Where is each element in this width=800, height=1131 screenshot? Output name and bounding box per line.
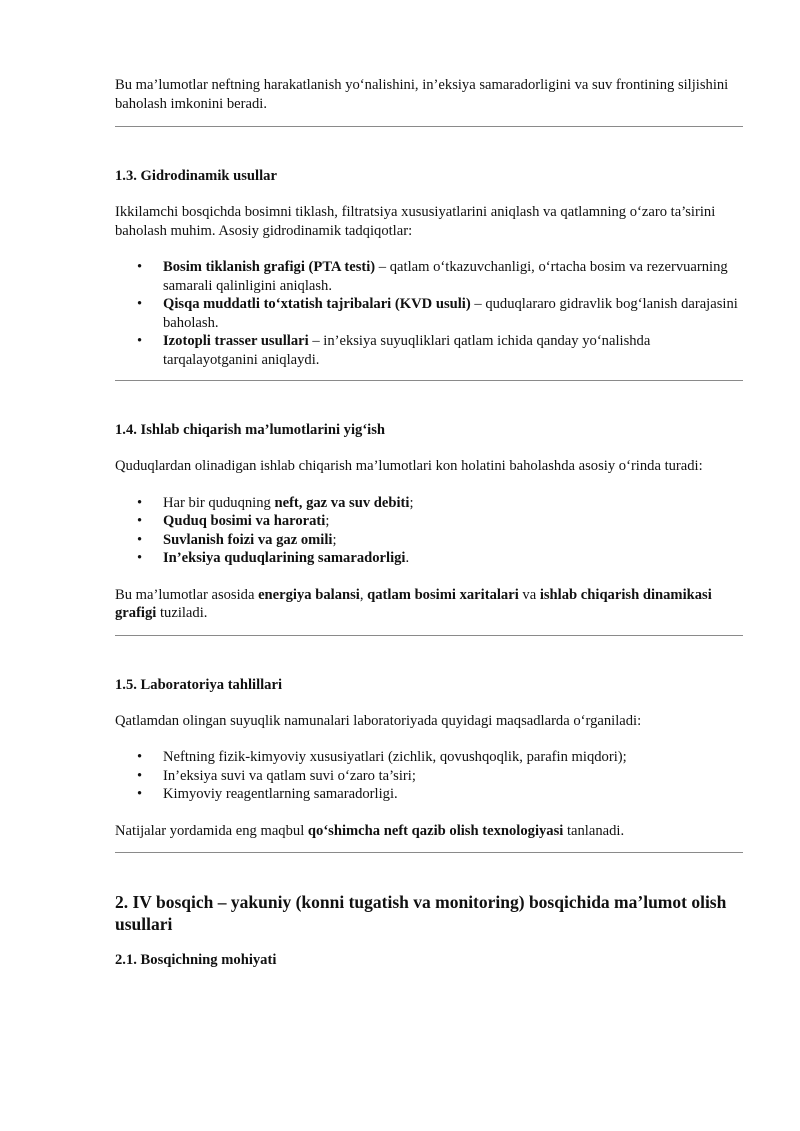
section-1-5-paragraph: Qatlamdan olingan suyuqlik namunalari laboratoriyada quyidagi maqsadlarda o‘rganiladi: [115, 712, 642, 729]
section-1-4-paragraph: Quduqlardan olinadigan ishlab chiqarish ma’lumotlari kon holatini baholashda asosiy o‘rinda turadi: [115, 458, 703, 474]
item-bold-text: Bosim tiklanish grafigi (PTA testi) [163, 259, 376, 275]
summary-text: tuziladi. [156, 605, 208, 621]
section-heading-1-4: 1.4. Ishlab chiqarish ma’lumotlarini yig‘ish [115, 422, 386, 438]
summary-bold-text: qatlam bosimi xaritalari [367, 586, 519, 603]
list-item [115, 512, 743, 531]
section-1-4-list [115, 494, 743, 568]
section-1-3-list [115, 258, 743, 369]
section-heading-1-3: 1.3. Gidrodinamik usullar [115, 168, 277, 184]
item-bold-text: Izotopli trasser usullari [163, 333, 309, 349]
list-item [115, 767, 743, 786]
item-text: In’eksiya suvi va qatlam suvi o‘zaro ta’siri; [163, 767, 416, 784]
summary-bold-text: qo‘shimcha neft qazib olish texnologiyasi [307, 822, 564, 839]
summary-text: , [359, 586, 368, 603]
summary-text: va [518, 586, 540, 603]
section-1-3-paragraph: Ikkilamchi bosqichda bosimni tiklash, filtratsiya xususiyatlarini aniqlash va qatlamning o‘zaro ta’sirini baholash muhim. Asosiy gidrodinamik tadqiqotlar: [115, 204, 716, 239]
list-item [115, 785, 743, 804]
intro-paragraph: Bu ma’lumotlar neftning harakatlanish yo‘nalishini, in’eksiya samaradorligini va suv frontining siljishini baholash imkonini beradi. [115, 77, 729, 112]
summary-text: Natijalar yordamida eng maqbul [115, 822, 308, 839]
section-heading-2-1: 2.1. Bosqichning mohiyati [115, 952, 277, 968]
bullet-icon: • [137, 259, 143, 275]
item-text: ; [325, 513, 330, 529]
item-text: . [405, 550, 410, 566]
summary-text: tanlanadi. [563, 822, 625, 839]
section-1-5-list [115, 748, 743, 804]
section-divider [115, 852, 743, 853]
summary-bold-text: ishlab chiqarish dinamikasi grafigi [115, 586, 712, 621]
item-bold-text: neft, gaz va suv debiti [274, 494, 410, 511]
list-item [115, 531, 743, 550]
chapter-heading-2: 2. IV bosqich – yakuniy (konni tugatish va monitoring) bosqichida ma’lumot olish usullari [115, 892, 727, 934]
item-text: Har bir quduqning [163, 494, 275, 511]
summary-bold-text: energiya balansi [258, 586, 360, 603]
item-bold-text: Qisqa muddatli to‘xtatish tajribalari (KVD usuli) [163, 296, 471, 312]
bullet-icon: • [137, 296, 143, 312]
item-bold-text: In’eksiya quduqlarining samaradorligi [163, 550, 406, 566]
item-text: – quduqlararo gidravlik bog‘lanish darajasini baholash. [163, 296, 738, 331]
section-heading-1-5: 1.5. Laboratoriya tahlillari [115, 676, 283, 693]
section-1-4-summary [115, 586, 743, 623]
list-item [115, 494, 743, 513]
list-item [115, 332, 743, 369]
bullet-icon: • [137, 767, 143, 784]
bullet-icon: • [137, 749, 143, 765]
section-divider [115, 126, 743, 127]
item-text: – in’eksiya suyuqliklari qatlam ichida qanday yo‘nalishda tarqalayotganini aniqlaydi. [163, 333, 651, 368]
item-text: ; [409, 494, 414, 511]
item-text: ; [332, 531, 337, 548]
item-text: Kimyoviy reagentlarning samaradorligi. [163, 786, 398, 802]
list-item [115, 748, 743, 767]
list-item [115, 258, 743, 295]
item-bold-text: Suvlanish foizi va gaz omili [163, 531, 333, 548]
item-bold-text: Quduq bosimi va harorati [163, 513, 326, 529]
list-item [115, 295, 743, 332]
section-divider [115, 635, 743, 636]
bullet-icon: • [137, 494, 143, 511]
summary-text: Bu ma’lumotlar asosida [115, 586, 259, 603]
section-divider [115, 380, 743, 381]
bullet-icon: • [137, 333, 143, 349]
list-item [115, 549, 743, 568]
bullet-icon: • [137, 531, 143, 548]
item-text: – qatlam o‘tkazuvchanligi, o‘rtacha bosim va rezervuarning samarali qalinligini aniqlash. [163, 259, 728, 294]
item-text: Neftning fizik-kimyoviy xususiyatlari (zichlik, qovushqoqlik, parafin miqdori); [163, 749, 627, 765]
bullet-icon: • [137, 786, 143, 802]
document-page [115, 0, 743, 969]
bullet-icon: • [137, 550, 143, 566]
bullet-icon: • [137, 513, 143, 529]
section-1-5-summary [115, 822, 743, 841]
